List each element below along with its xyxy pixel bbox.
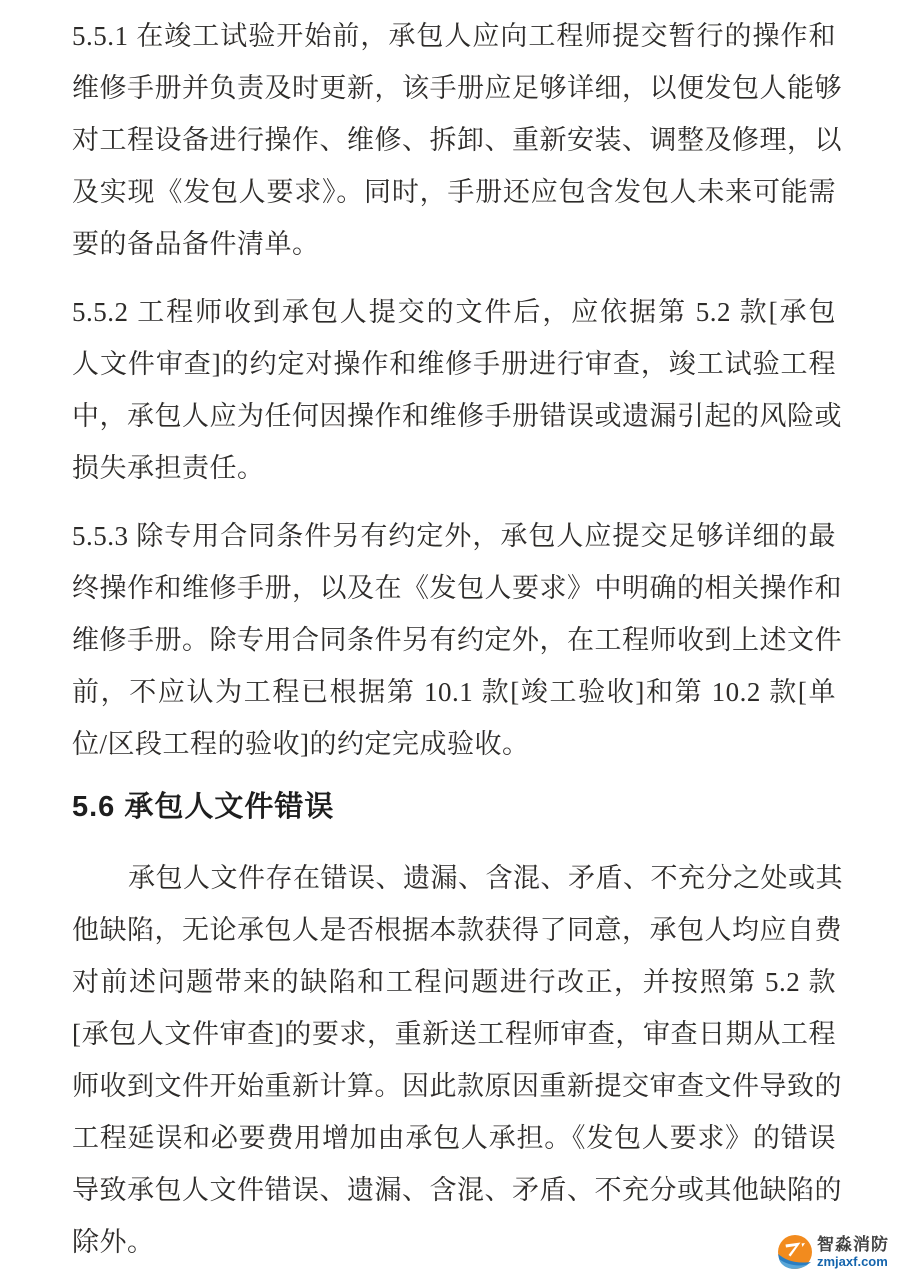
clause-5-5-2-line-2: 人文件审查]的约定对操作和维修手册进行审查，竣工试验工程 bbox=[72, 349, 836, 379]
clause-5-5-2-line-3: 中，承包人应为任何因操作和维修手册错误或遗漏引起的风险或 bbox=[72, 401, 842, 431]
clause-5-5-3-line-3: 维修手册。除专用合同条件另有约定外，在工程师收到上述文件 bbox=[72, 625, 842, 655]
clause-5-6-body-line-3: 对前述问题带来的缺陷和工程问题进行改正，并按照第 5.2 款 bbox=[72, 967, 836, 997]
watermark-brand-name: 智淼消防 bbox=[817, 1235, 889, 1254]
clause-5-5-1-line-2: 维修手册并负责及时更新，该手册应足够详细，以便发包人能够 bbox=[72, 73, 842, 103]
document-body bbox=[72, 10, 843, 1274]
site-watermark bbox=[777, 1234, 889, 1270]
clause-5-5-3-line-1: 5.5.3 除专用合同条件另有约定外，承包人应提交足够详细的最 bbox=[72, 521, 836, 551]
watermark-text-block bbox=[817, 1235, 889, 1269]
clause-5-6-body-line-4: [承包人文件审查]的要求，重新送工程师审查，审查日期从工程 bbox=[72, 1019, 836, 1049]
clause-5-6-body bbox=[72, 852, 843, 1268]
watermark-site-url: zmjaxf.com bbox=[817, 1254, 888, 1269]
clause-5-5-1-line-4: 及实现《发包人要求》。同时，手册还应包含发包人未来可能需 bbox=[72, 177, 836, 207]
clause-5-6-body-line-1: 承包人文件存在错误、遗漏、含混、矛盾、不充分之处或其 bbox=[128, 863, 843, 893]
clause-5-5-3 bbox=[72, 510, 842, 770]
clause-5-5-2 bbox=[72, 286, 842, 494]
clause-5-5-2-line-1: 5.5.2 工程师收到承包人提交的文件后，应依据第 5.2 款[承包 bbox=[72, 297, 836, 327]
clause-5-5-1-line-3: 对工程设备进行操作、维修、拆卸、重新安装、调整及修理，以 bbox=[72, 125, 842, 155]
clause-5-6-body-line-5: 师收到文件开始重新计算。因此款原因重新提交审查文件导致的 bbox=[72, 1071, 842, 1101]
clause-5-5-3-line-5: 位/区段工程的验收]的约定完成验收。 bbox=[72, 729, 530, 759]
clause-5-5-1 bbox=[72, 10, 842, 270]
clause-5-6-body-line-8: 除外。 bbox=[72, 1227, 155, 1257]
clause-5-5-1-line-1: 5.5.1 在竣工试验开始前，承包人应向工程师提交暂行的操作和 bbox=[72, 21, 836, 51]
clause-5-5-3-line-4: 前，不应认为工程已根据第 10.1 款[竣工验收]和第 10.2 款[单 bbox=[72, 677, 836, 707]
heading-5-6: 5.6 承包人文件错误 bbox=[72, 791, 335, 823]
clause-5-5-1-line-5: 要的备品备件清单。 bbox=[72, 229, 320, 259]
zhimiao-logo-icon bbox=[777, 1234, 813, 1270]
clause-5-6-body-line-7: 导致承包人文件错误、遗漏、含混、矛盾、不充分或其他缺陷的 bbox=[72, 1175, 842, 1205]
clause-5-6-body-line-6: 工程延误和必要费用增加由承包人承担。《发包人要求》的错误 bbox=[72, 1123, 836, 1153]
clause-5-6-body-line-2: 他缺陷，无论承包人是否根据本款获得了同意，承包人均应自费 bbox=[72, 915, 842, 945]
clause-5-5-3-line-2: 终操作和维修手册，以及在《发包人要求》中明确的相关操作和 bbox=[72, 573, 842, 603]
clause-5-5-2-line-4: 损失承担责任。 bbox=[72, 453, 265, 483]
